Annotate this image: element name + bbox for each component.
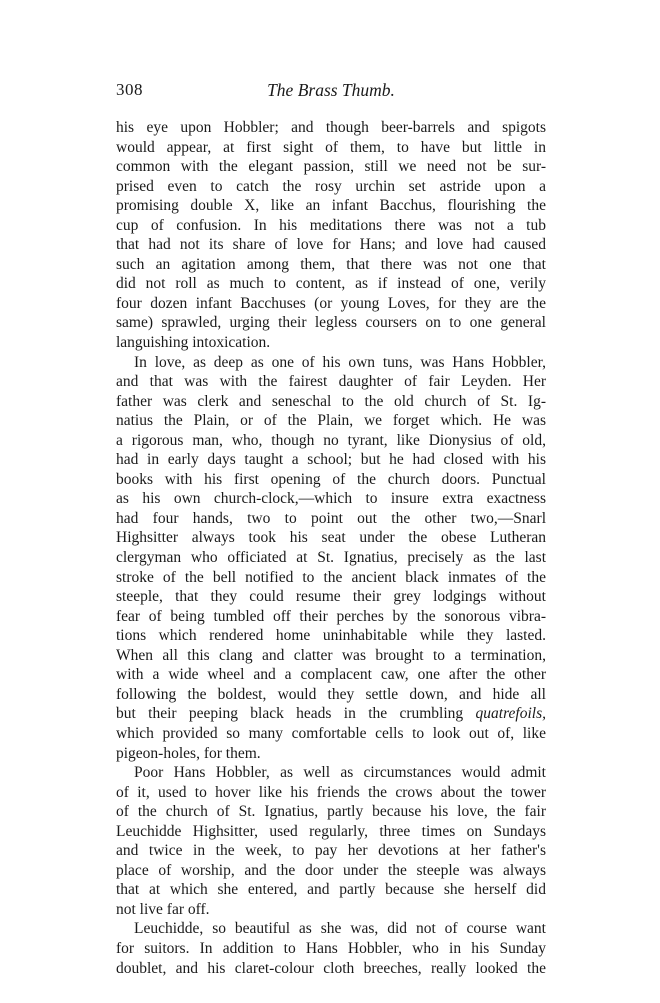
text-line-content: Poor Hans Hobbler, as well as circumstances would admit: [134, 764, 546, 782]
running-title: The Brass Thumb.: [267, 80, 395, 100]
text-line: [116, 489, 546, 509]
text-line-content: tions which rendered home uninhabitable while they lasted.: [116, 627, 546, 645]
text-line-content: languishing intoxication.: [116, 334, 271, 352]
text-line-content: such an agitation among them, that there was not one that: [116, 255, 546, 273]
text-line: [116, 665, 546, 685]
text-line-content: following the boldest, would they settle down, and hide all: [116, 685, 546, 703]
text-line-content: but their peeping black heads in the crumbling: [116, 705, 476, 723]
text-line-content: that had not its share of love for Hans; and love had caused: [116, 236, 546, 254]
text-line-content: of it, used to hover like his friends the crows about the tower: [116, 783, 546, 801]
text-line: [116, 138, 546, 158]
text-line: [116, 587, 546, 607]
text-line-content: four dozen infant Bacchuses (or young Loves, for they are the: [116, 294, 546, 312]
text-line: [116, 313, 546, 333]
text-line-content: had in early days taught a school; but he had closed with his: [116, 451, 546, 469]
text-line-content: books with his first opening of the church doors. Punctual: [116, 470, 546, 488]
text-line-content: of the church of St. Ignatius, partly because his love, the fair: [116, 803, 546, 821]
text-line-content: place of worship, and the door under the steeple was always: [116, 861, 546, 879]
text-line-content: that at which she entered, and partly because she herself did: [116, 881, 546, 899]
text-line: [116, 196, 546, 216]
text-line: [116, 118, 546, 138]
text-line: [116, 783, 546, 803]
text-line-content: Highsitter always took his seat under the obese Lutheran: [116, 529, 546, 547]
text-line: [116, 959, 546, 979]
text-line: [116, 177, 546, 197]
text-line: [116, 235, 546, 255]
text-line-content: had four hands, two to point out the other two,—Snarl: [116, 509, 546, 527]
text-line: [116, 255, 546, 275]
text-line-content: and twice in the week, to pay her devotions at her father's: [116, 842, 546, 860]
text-line: [116, 157, 546, 177]
text-line-content: In love, as deep as one of his own tuns, was Hans Hobbler,: [134, 353, 546, 371]
italic-word: quatrefoils,: [475, 705, 546, 723]
text-line-content: clergyman who officiated at St. Ignatius, precisely as the last: [116, 549, 546, 567]
text-line: [116, 607, 546, 627]
text-line: [116, 900, 546, 920]
text-line-content: not live far off.: [116, 900, 210, 918]
body-text: [116, 118, 546, 978]
text-line-content: would appear, at first sight of them, to have but little in: [116, 138, 546, 156]
text-line-content: as his own church-clock,—which to insure extra exactness: [116, 490, 546, 508]
text-line-content: fear of being tumbled off their perches by the sonorous vibra-: [116, 607, 546, 625]
text-line-content: stroke of the bell notified to the ancient black inmates of the: [116, 568, 546, 586]
text-line: [116, 744, 546, 764]
text-line-content: common with the elegant passion, still we need not be sur-: [116, 158, 546, 176]
text-line-content: his eye upon Hobbler; and though beer-barrels and spigots: [116, 119, 546, 136]
text-line: [116, 274, 546, 294]
text-line: [116, 704, 546, 724]
text-line-content: did not roll as much to content, as if instead of one, verily: [116, 275, 546, 293]
text-line: [116, 392, 546, 412]
text-line: [116, 626, 546, 646]
text-line: [116, 802, 546, 822]
text-line: [116, 880, 546, 900]
text-line-content: same) sprawled, urging their legless coursers on to one general: [116, 314, 546, 332]
text-line: [116, 548, 546, 568]
text-line: [116, 411, 546, 431]
text-line-content: with a wide wheel and a complacent caw, one after the other: [116, 666, 546, 684]
text-line: [116, 431, 546, 451]
page-header: [116, 80, 546, 108]
text-line-content: doublet, and his claret-colour cloth breeches, really looked the: [116, 959, 546, 977]
text-line: [116, 372, 546, 392]
text-line: [116, 294, 546, 314]
text-line-content: promising double X, like an infant Bacchus, flourishing the: [116, 197, 546, 215]
text-line: [116, 841, 546, 861]
text-line-content: When all this clang and clatter was brought to a termination,: [116, 646, 546, 664]
text-line: [116, 861, 546, 881]
text-line-content: prised even to catch the rosy urchin set astride upon a: [116, 177, 546, 195]
text-line: [116, 353, 546, 373]
text-line-content: natius the Plain, or of the Plain, we forget which. He was: [116, 412, 546, 430]
text-line: [116, 822, 546, 842]
text-line: [116, 646, 546, 666]
text-line: [116, 528, 546, 548]
text-line-content: which provided so many comfortable cells to look out of, like: [116, 724, 546, 742]
text-line-content: steeple, that they could resume their grey lodgings without: [116, 588, 546, 606]
text-line: [116, 724, 546, 744]
text-line: [116, 568, 546, 588]
text-line: [116, 763, 546, 783]
text-line-content: father was clerk and seneschal to the old church of St. Ig-: [116, 392, 546, 410]
text-line: [116, 470, 546, 490]
text-line: [116, 919, 546, 939]
page-number: 308: [116, 80, 143, 99]
text-line: [116, 685, 546, 705]
text-line-content: a rigorous man, who, though no tyrant, like Dionysius of old,: [116, 431, 546, 449]
text-line-content: pigeon-holes, for them.: [116, 744, 261, 762]
text-line: [116, 939, 546, 959]
text-line-content: for suitors. In addition to Hans Hobbler, who in his Sunday: [116, 939, 546, 957]
text-line: [116, 509, 546, 529]
text-line: [116, 450, 546, 470]
text-line: [116, 333, 546, 353]
text-line-content: cup of confusion. In his meditations there was not a tub: [116, 216, 546, 234]
text-line-content: and that was with the fairest daughter of fair Leyden. Her: [116, 373, 546, 391]
text-line: [116, 216, 546, 236]
text-line-content: Leuchidde Highsitter, used regularly, three times on Sundays: [116, 822, 546, 840]
text-line-content: Leuchidde, so beautiful as she was, did not of course want: [134, 920, 546, 938]
